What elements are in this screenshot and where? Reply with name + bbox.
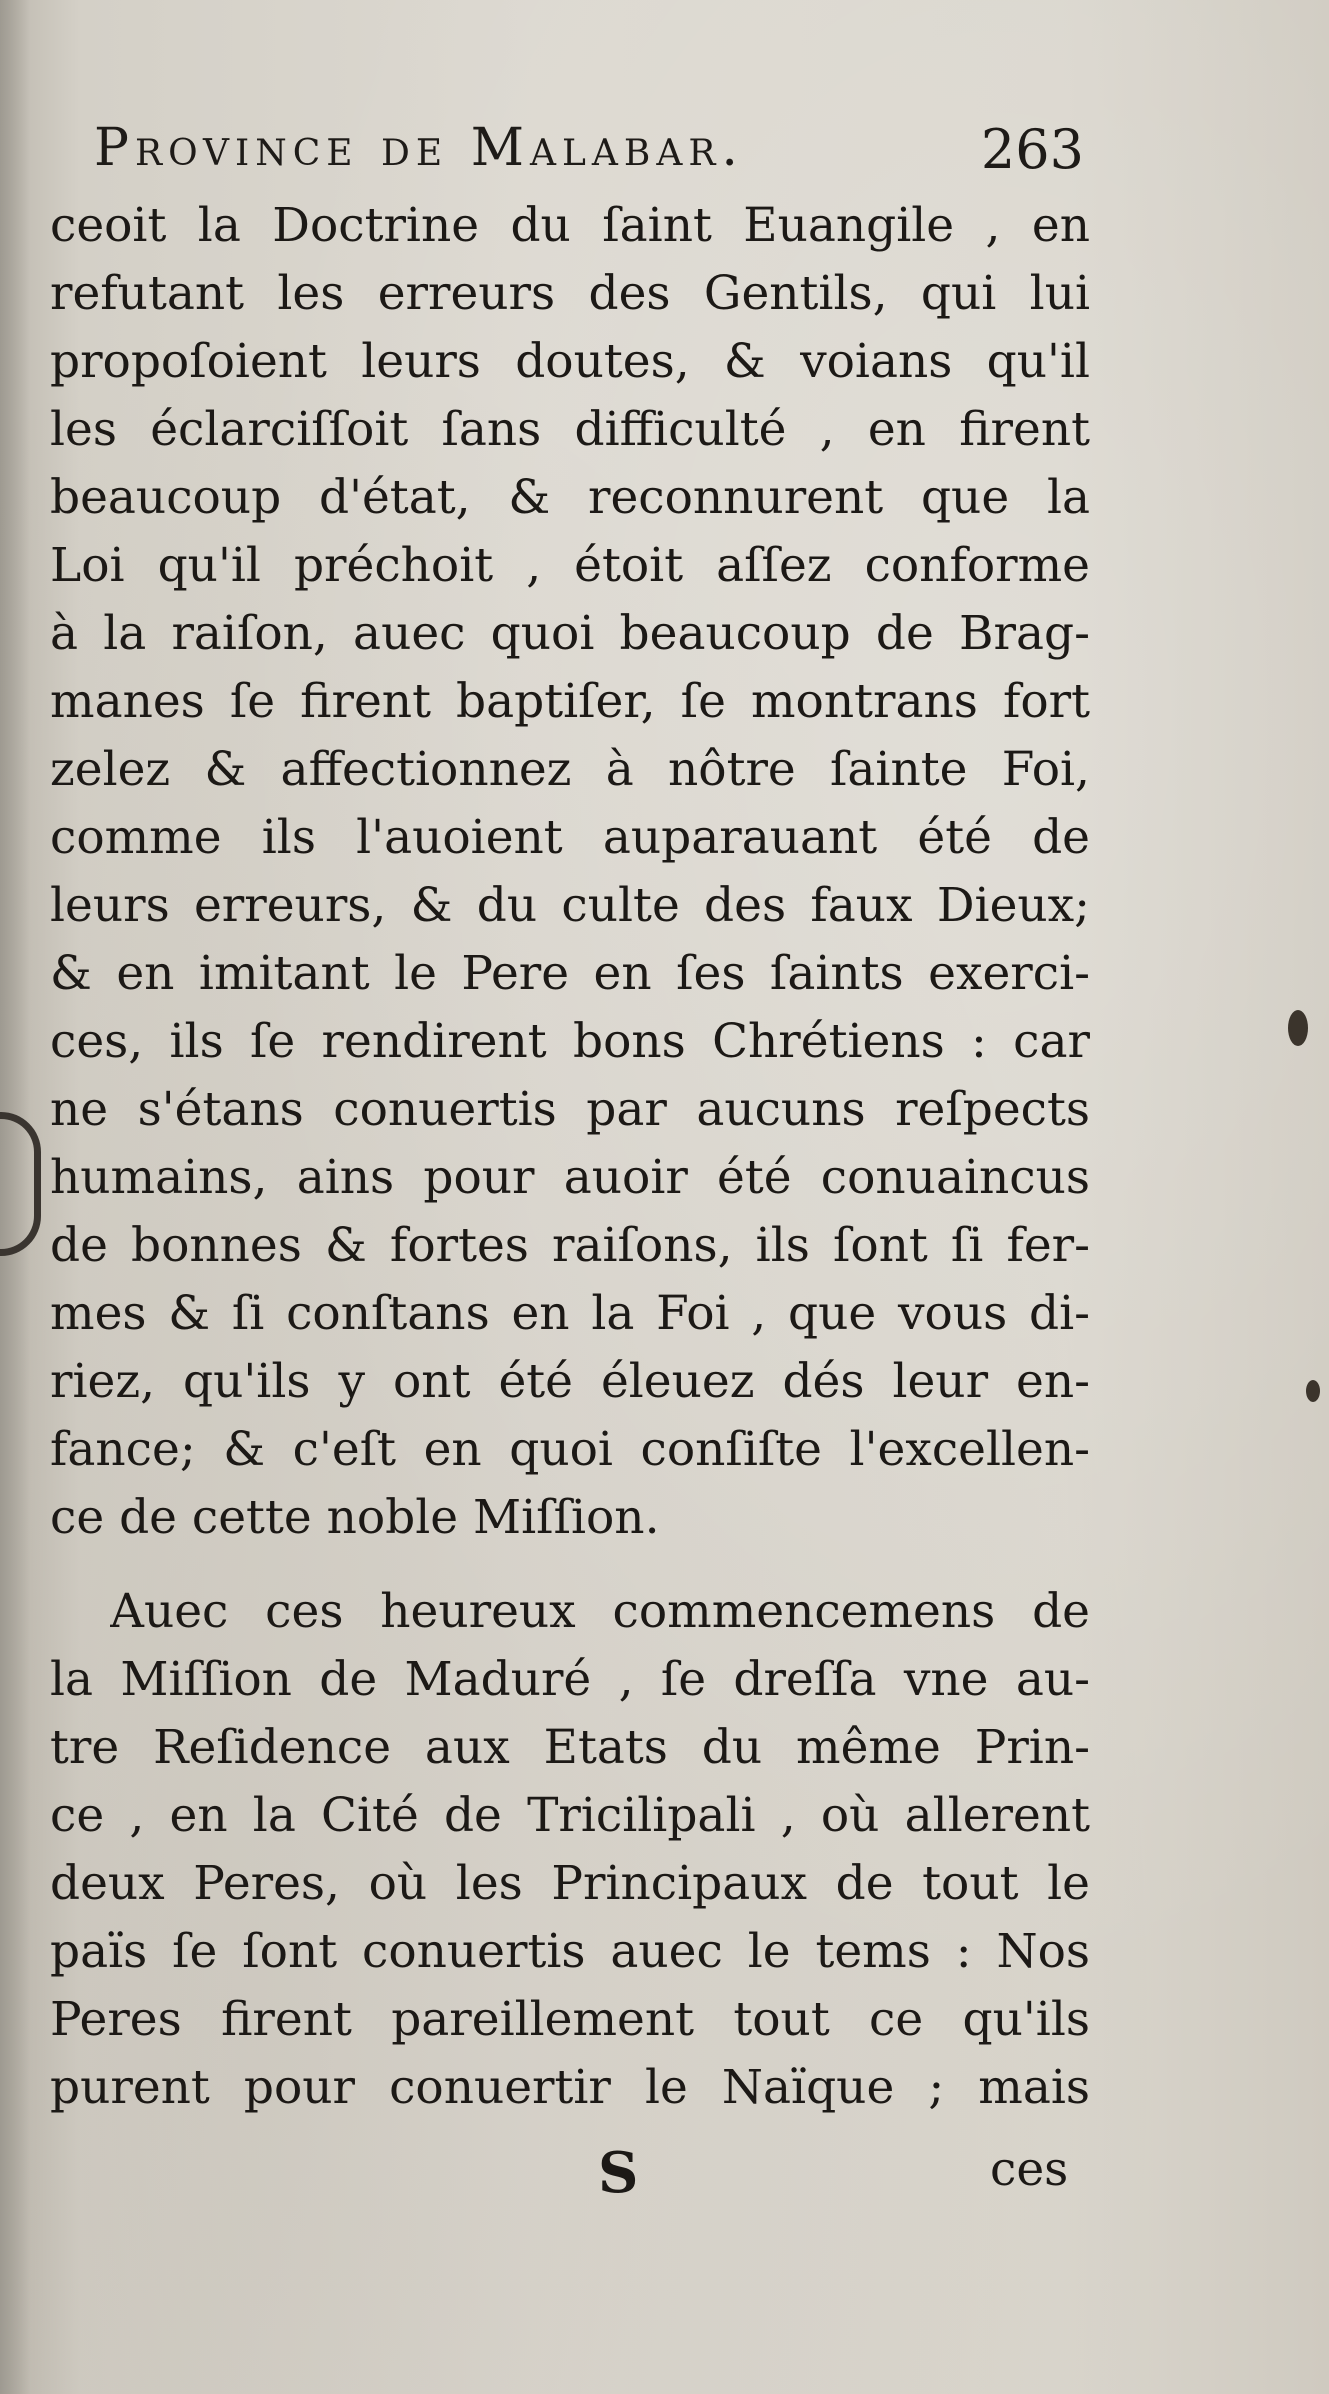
text-line: tre Reſidence aux Etats du même Prin- [50, 1720, 1090, 1775]
page-footer [0, 2140, 1329, 2210]
text-line: païs ſe ſont conuertis auec le tems : Nos [50, 1924, 1090, 1979]
text-line: leurs erreurs, & du culte des faux Dieux; [50, 878, 1090, 933]
text-line: ne s'étans conuertis par aucuns reſpects [50, 1082, 1090, 1137]
text-line: purent pour conuertir le Naïque ; mais [50, 2060, 1090, 2115]
text-line: Loi qu'il préchoit , étoit aſſez conforme [50, 538, 1090, 593]
text-line: à la raiſon, auec quoi beaucoup de Brag- [50, 606, 1090, 661]
text-line: ce , en la Cité de Tricilipali , où allerent [50, 1788, 1090, 1843]
text-line: & en imitant le Pere en ſes ſaints exerci- [50, 946, 1090, 1001]
text-line: humains, ains pour auoir été conuaincus [50, 1150, 1090, 1205]
text-line: beaucoup d'état, & reconnurent que la [50, 470, 1090, 525]
text-line: propoſoient leurs doutes, & voians qu'il [50, 334, 1090, 389]
text-line: zelez & affectionnez à nôtre ſainte Foi, [50, 742, 1090, 797]
text-line: ces, ils ſe rendirent bons Chrétiens : car [50, 1014, 1090, 1069]
text-line: mes & ſi conſtans en la Foi , que vous di- [50, 1286, 1090, 1341]
text-line: ceoit la Doctrine du ſaint Euangile , en [50, 198, 1090, 253]
text-line: riez, qu'ils y ont été éleuez dés leur en- [50, 1354, 1090, 1409]
text-line: deux Peres, où les Principaux de tout le [50, 1856, 1090, 1911]
page-number: 263 [980, 118, 1084, 181]
text-line: comme ils l'auoient auparauant été de [50, 810, 1090, 865]
text-line: de bonnes & fortes raiſons, ils ſont ſi fer- [50, 1218, 1090, 1273]
text-line: la Miſſion de Maduré , ſe dreſſa vne au- [50, 1652, 1090, 1707]
running-title: Province de Malabar. [94, 118, 744, 178]
text-line: manes ſe firent baptiſer, ſe montrans fort [50, 674, 1090, 729]
text-line: les éclarciſſoit ſans difficulté , en firent [50, 402, 1090, 457]
text-line: Peres firent pareillement tout ce qu'ils [50, 1992, 1090, 2047]
text-line: fance; & c'eſt en quoi conſiſte l'excellen- [50, 1422, 1090, 1477]
text-line: ce de cette noble Miſſion. [50, 1490, 660, 1545]
signature-mark: S [598, 2140, 639, 2206]
text-line: Auec ces heureux commencemens de [110, 1584, 1090, 1639]
text-line: refutant les erreurs des Gentils, qui lui [50, 266, 1090, 321]
catchword: ces [990, 2142, 1069, 2197]
